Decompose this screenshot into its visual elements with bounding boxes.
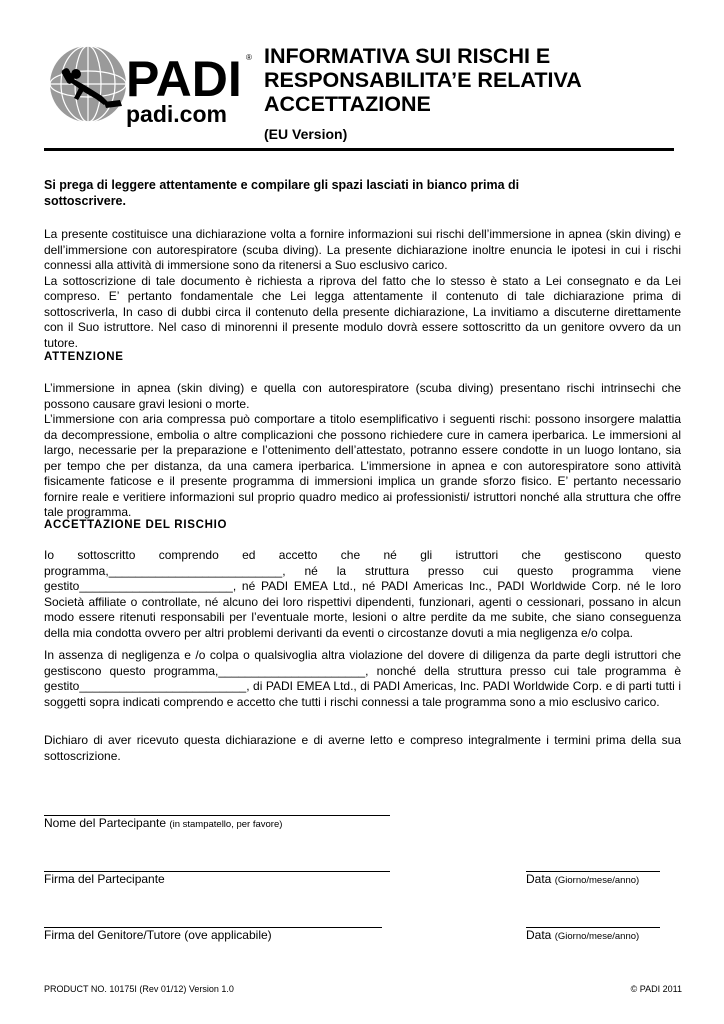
date-label-text: Data bbox=[526, 872, 552, 886]
version-label: (EU Version) bbox=[264, 126, 348, 142]
participant-date-label bbox=[526, 872, 639, 886]
participant-name-note: (in stampatello, per favore) bbox=[169, 819, 283, 830]
date-format-note: (Giorno/mese/anno) bbox=[554, 875, 640, 886]
title-line-3: ACCETTAZIONE bbox=[264, 92, 431, 116]
participant-signature-label: Firma del Partecipante bbox=[44, 872, 165, 886]
receipt-paragraph: Dichiaro di aver ricevuto questa dichiarazione e di averne letto e compreso integralmente i termini prima della sua sottoscrizione. bbox=[44, 733, 681, 763]
info-text-a: La presente costituisce una dichiarazione volta a fornire informazioni sui rischi dell’immersione in apnea (skin diving) e dell’immersione con autorespiratore (scuba diving). La presente dichiarazione inoltre enuncia le ipotesi in cui i rischi connessi alla attività di immersione sono da ritenersi a Suo esclusivo carico. bbox=[44, 227, 681, 272]
logo-url: padi.com bbox=[126, 101, 227, 127]
heading-risk-acceptance: ACCETTAZIONE DEL RISCHIO bbox=[44, 519, 228, 531]
header-divider bbox=[44, 148, 674, 151]
intro-instruction: Si prega di leggere attentamente e compilare gli spazi lasciati in bianco prima di sottoscrivere. bbox=[44, 178, 520, 208]
attention-text-a: L’immersione in apnea (skin diving) e quella con autorespiratore (scuba diving) presentano rischi intrinsechi che possono causare gravi lesioni o morte. bbox=[44, 381, 681, 411]
product-number: PRODUCT NO. 10175I (Rev 01/12) Version 1.0 bbox=[44, 984, 234, 994]
info-text-b: La sottoscrizione di tale documento è richiesta a riprova del fatto che lo stesso è stato a Lei consegnato e da Lei compreso. E’ pertanto fondamentale che Lei legga attentamente il contenuto di tale dichiarazione prima di sottoscriverla, In caso di dubbi circa il contenuto della presente dichiarazione, La invitiamo a discuterne direttamente con il Suo istruttore. Nel caso di minorenni il presente modulo dovrà essere sottoscritto da un genitore ovvero da un tutore. bbox=[44, 273, 681, 350]
svg-text:®: ® bbox=[246, 53, 252, 62]
date-format-note: (Giorno/mese/anno) bbox=[554, 931, 640, 942]
padi-logo bbox=[46, 44, 252, 128]
guardian-signature-label: Firma del Genitore/Tutore (ove applicabile) bbox=[44, 928, 272, 942]
participant-name-text: Nome del Partecipante bbox=[44, 816, 167, 830]
guardian-date-label bbox=[526, 928, 639, 942]
copyright: © PADI 2011 bbox=[630, 984, 682, 994]
title-line-1: INFORMATIVA SUI RISCHI E bbox=[264, 44, 551, 68]
negligence-paragraph: In assenza di negligenza e /o colpa o qualsivoglia altra violazione del dovere di diligenza da parte degli istruttori che gestiscono questo programma,______________________, nonché della struttura presso cui tale programma è gestito_________________________, di PADI EMEA Ltd., di PADI Americas, Inc. PADI Worldwide Corp. e di parti tutti i soggetti sopra indicati comprendo e accetto che tutti i rischi connessi a tale programma sono a mio esclusivo carico. bbox=[44, 648, 681, 709]
heading-attention: ATTENZIONE bbox=[44, 351, 124, 363]
info-paragraph bbox=[44, 227, 681, 351]
document-title bbox=[264, 44, 694, 142]
acceptance-paragraph: Io sottoscritto comprendo ed accetto che né gli istruttori che gestiscono questo programma,__________________________, né la struttura presso cui questo programma viene gestito_______________________, né PADI EMEA Ltd., né PADI Americas Inc., PADI Worldwide Corp. né le loro Società affiliate o controllate, né alcuno dei loro rispettivi dipendenti, funzionari, agenti o cessionari, possano in alcun modo essere ritenuti responsabili per l’eventuale morte, lesioni o altre perdite da me subite, che siano conseguenza della mia condotta ovvero per altri problemi derivanti da eventi o circostanze dovuti a mia negligenza e/o colpa. bbox=[44, 548, 681, 640]
logo-wordmark: PADI bbox=[126, 51, 242, 107]
attention-paragraph bbox=[44, 381, 681, 521]
attention-text-b: L’immersione con aria compressa può comportare a titolo esemplificativo i seguenti rischi: possono insorgere malattia da decompressione, embolia o altre complicazioni che possono richiedere cure in camera iperbarica. Le immersioni al largo, necessarie per la preparazione e l’ottenimento dell’attestato, potranno essere condotte in un luogo lontano, sia per tempo che per distanza, da una camera iperbarica. L’immersione in apnea e con autorespiratore sono attività fisicamente faticose e il presente programma di immersioni implica un grande sforzo fisico. E’ pertanto necessario fornire reale e veritiere informazioni sul proprio quadro medico ai professionisti/ istruttori nonché alla struttura che offre tale programma. bbox=[44, 412, 681, 519]
participant-name-label bbox=[44, 816, 282, 830]
date-label-text: Data bbox=[526, 928, 552, 942]
title-line-2: RESPONSABILITA’E RELATIVA bbox=[264, 68, 582, 92]
